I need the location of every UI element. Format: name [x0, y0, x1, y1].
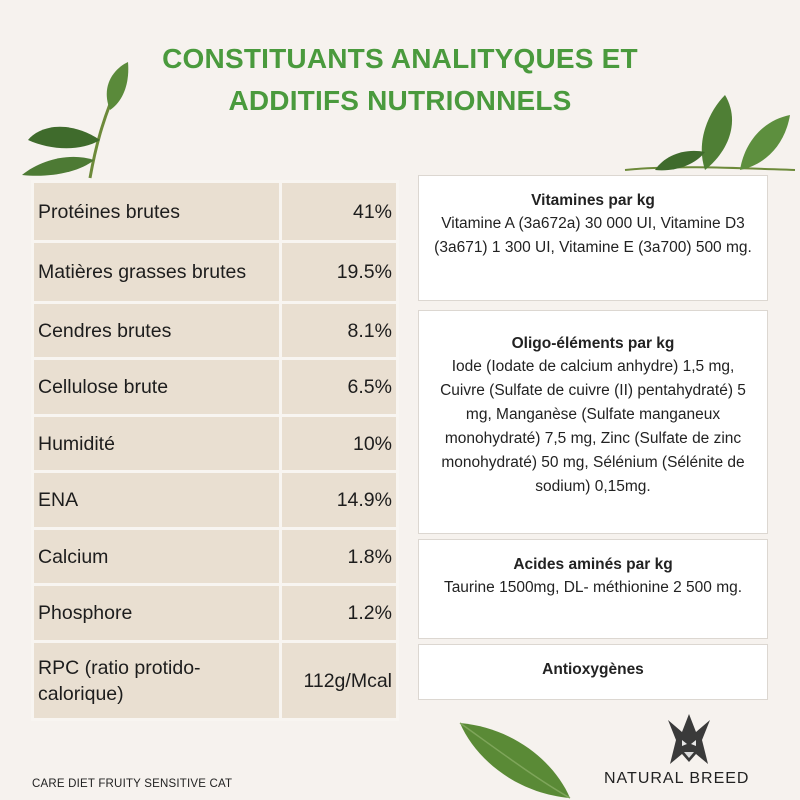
table-row [33, 182, 398, 242]
amino-acids-heading: Acides aminés par kg [513, 556, 673, 573]
brand-name: NATURAL BREED [604, 770, 750, 787]
row-label: Cellulose brute [33, 359, 281, 416]
row-value: 8.1% [281, 303, 398, 359]
row-label: ENA [33, 472, 281, 529]
antioxidants-box [418, 644, 768, 700]
trace-elements-text: Iode (Iodate de calcium anhydre) 1,5 mg, Cuivre (Sulfate de cuivre (II) pentahydraté) 5 mg, Manganèse (Sulfate manganeux monohydraté) 7,5 mg, Zinc (Sulfate de zinc monohydraté) 50 mg, Sélénium (Sélénite de sodium) 0,15mg. [440, 358, 746, 495]
amino-acids-box [418, 539, 768, 639]
row-value: 10% [281, 416, 398, 472]
table-row [33, 585, 398, 642]
vitamins-heading: Vitamines par kg [531, 192, 655, 209]
table-row [33, 359, 398, 416]
page-title [100, 38, 700, 122]
amino-acids-text: Taurine 1500mg, DL- méthionine 2 500 mg. [443, 579, 743, 596]
title-line-2: ADDITIFS NUTRIONNELS [228, 85, 572, 116]
row-label: RPC (ratio protido-calorique) [33, 642, 281, 720]
row-label: Matières grasses brutes [33, 242, 281, 303]
trace-elements-heading: Oligo-éléments par kg [511, 335, 675, 352]
leaf-bottom-icon [455, 718, 575, 800]
row-value: 19.5% [281, 242, 398, 303]
row-value: 41% [281, 182, 398, 242]
row-value: 1.8% [281, 529, 398, 585]
table-row [33, 416, 398, 472]
row-label: Cendres brutes [33, 303, 281, 359]
table-row [33, 242, 398, 303]
antioxidants-heading: Antioxygènes [542, 661, 644, 678]
row-value: 14.9% [281, 472, 398, 529]
product-name: CARE DIET FRUITY SENSITIVE CAT [32, 778, 233, 790]
row-label: Calcium [33, 529, 281, 585]
table-row [33, 472, 398, 529]
row-value: 1.2% [281, 585, 398, 642]
table-row [33, 642, 398, 720]
wolf-head-icon [662, 710, 716, 766]
row-label: Humidité [33, 416, 281, 472]
title-line-1: CONSTITUANTS ANALITYQUES ET [162, 43, 638, 74]
table-row [33, 529, 398, 585]
table-row [33, 303, 398, 359]
row-label: Phosphore [33, 585, 281, 642]
row-label: Protéines brutes [33, 182, 281, 242]
row-value: 112g/Mcal [281, 642, 398, 720]
vitamins-text: Vitamine A (3a672a) 30 000 UI, Vitamine D3 (3a671) 1 300 UI, Vitamine E (3a700) 500 mg. [434, 215, 752, 256]
analytical-constituents-table [31, 180, 399, 721]
trace-elements-box [418, 310, 768, 534]
row-value: 6.5% [281, 359, 398, 416]
vitamins-box [418, 175, 768, 301]
